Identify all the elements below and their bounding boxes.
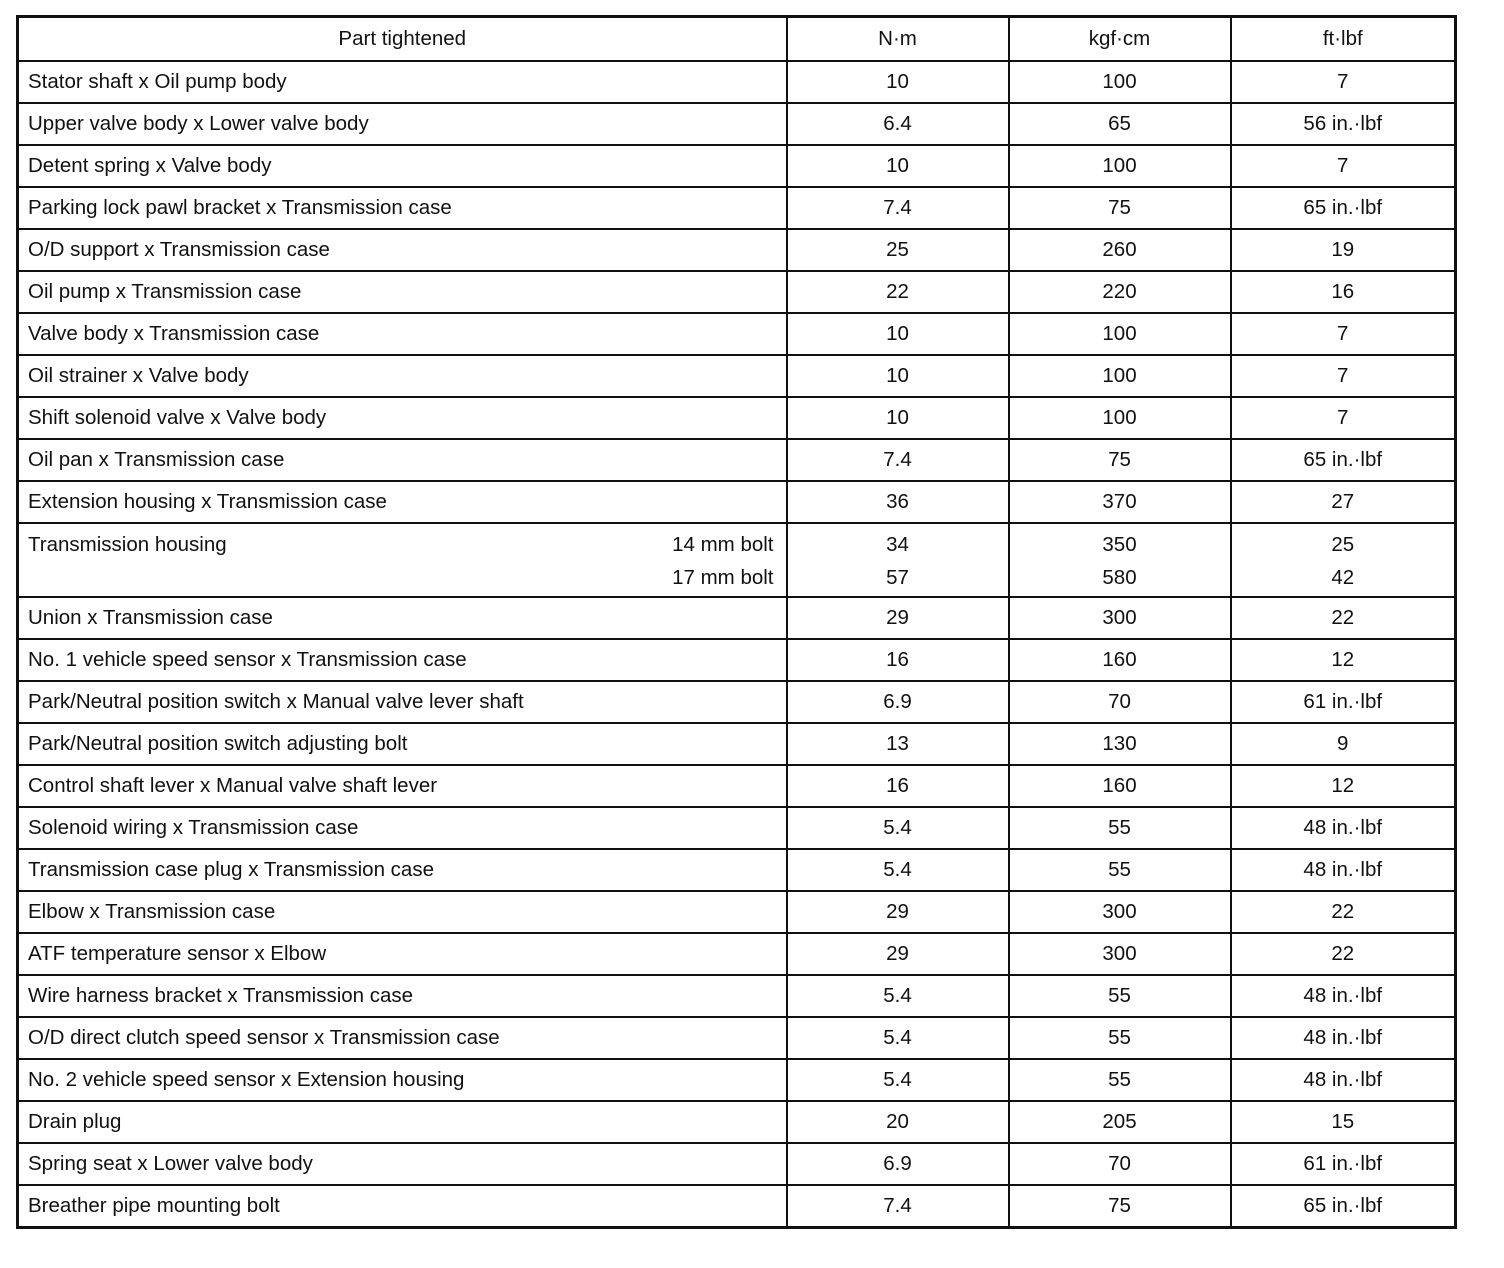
cell-part: Elbow x Transmission case: [18, 891, 787, 933]
cell-nm: [787, 523, 1009, 597]
cell-part: Shift solenoid valve x Valve body: [18, 397, 787, 439]
cell-part: Wire harness bracket x Transmission case: [18, 975, 787, 1017]
cell-kgf: 75: [1009, 187, 1231, 229]
cell-ft: 48 in.·lbf: [1231, 1017, 1456, 1059]
cell-kgf: 160: [1009, 639, 1231, 681]
cell-nm: 20: [787, 1101, 1009, 1143]
cell-kgf: 260: [1009, 229, 1231, 271]
cell-nm: 16: [787, 765, 1009, 807]
cell-part: Oil strainer x Valve body: [18, 355, 787, 397]
cell-kgf: 75: [1009, 439, 1231, 481]
cell-part: Control shaft lever x Manual valve shaft lever: [18, 765, 787, 807]
cell-nm: 10: [787, 145, 1009, 187]
cell-part: Drain plug: [18, 1101, 787, 1143]
cell-nm: 5.4: [787, 849, 1009, 891]
cell-ft: 22: [1231, 597, 1456, 639]
cell-ft: 61 in.·lbf: [1231, 681, 1456, 723]
cell-kgf: 100: [1009, 355, 1231, 397]
cell-nm: 10: [787, 313, 1009, 355]
table-row: [18, 1185, 1456, 1228]
cell-ft: 65 in.·lbf: [1231, 187, 1456, 229]
table-row: [18, 229, 1456, 271]
cell-ft: 15: [1231, 1101, 1456, 1143]
cell-nm: 13: [787, 723, 1009, 765]
cell-part: Park/Neutral position switch x Manual valve lever shaft: [18, 681, 787, 723]
table-row: [18, 807, 1456, 849]
cell-kgf: 160: [1009, 765, 1231, 807]
table-row: [18, 271, 1456, 313]
cell-kgf: 55: [1009, 975, 1231, 1017]
cell-part: Union x Transmission case: [18, 597, 787, 639]
cell-kgf: 55: [1009, 849, 1231, 891]
cell-nm: 25: [787, 229, 1009, 271]
cell-nm: 16: [787, 639, 1009, 681]
cell-kgf: 55: [1009, 1059, 1231, 1101]
cell-kgf: 70: [1009, 1143, 1231, 1185]
cell-part: Upper valve body x Lower valve body: [18, 103, 787, 145]
cell-ft: 65 in.·lbf: [1231, 1185, 1456, 1228]
bolt-14-nm: 34: [886, 533, 909, 556]
cell-nm: 36: [787, 481, 1009, 523]
housing-part-group: [28, 528, 786, 592]
cell-part: O/D support x Transmission case: [18, 229, 787, 271]
table-row: [18, 933, 1456, 975]
cell-ft: [1231, 523, 1456, 597]
housing-part-label: Transmission housing: [28, 533, 227, 556]
cell-ft: 48 in.·lbf: [1231, 849, 1456, 891]
cell-nm: 5.4: [787, 1059, 1009, 1101]
table-row: [18, 765, 1456, 807]
table-row: [18, 1101, 1456, 1143]
cell-ft: 12: [1231, 765, 1456, 807]
bolt-17-nm: 57: [886, 566, 909, 589]
cell-nm: 6.4: [787, 103, 1009, 145]
cell-ft: 22: [1231, 933, 1456, 975]
cell-nm: 7.4: [787, 439, 1009, 481]
table-row: [18, 891, 1456, 933]
cell-kgf: 65: [1009, 103, 1231, 145]
table-row: [18, 145, 1456, 187]
table-row: [18, 1017, 1456, 1059]
cell-ft: 7: [1231, 397, 1456, 439]
cell-part: No. 2 vehicle speed sensor x Extension housing: [18, 1059, 787, 1101]
cell-ft: 19: [1231, 229, 1456, 271]
cell-nm: 29: [787, 891, 1009, 933]
table-row: [18, 597, 1456, 639]
cell-ft: 65 in.·lbf: [1231, 439, 1456, 481]
cell-nm: 10: [787, 61, 1009, 103]
cell-part: Breather pipe mounting bolt: [18, 1185, 787, 1228]
cell-nm: 6.9: [787, 681, 1009, 723]
cell-nm: 6.9: [787, 1143, 1009, 1185]
cell-ft: 7: [1231, 355, 1456, 397]
cell-ft: 7: [1231, 61, 1456, 103]
cell-nm: 29: [787, 933, 1009, 975]
table-row: [18, 439, 1456, 481]
cell-kgf: [1009, 523, 1231, 597]
cell-ft: 7: [1231, 313, 1456, 355]
cell-ft: 61 in.·lbf: [1231, 1143, 1456, 1185]
header-kgf: kgf·cm: [1009, 17, 1231, 62]
table-row: [18, 397, 1456, 439]
cell-kgf: 100: [1009, 61, 1231, 103]
cell-kgf: 300: [1009, 597, 1231, 639]
table-row: [18, 639, 1456, 681]
cell-part: No. 1 vehicle speed sensor x Transmission case: [18, 639, 787, 681]
bolt-17-ft: 42: [1331, 566, 1355, 589]
bolt-size-list: [672, 528, 773, 594]
table-row: [18, 355, 1456, 397]
header-ft: ft·lbf: [1231, 17, 1456, 62]
cell-part: Spring seat x Lower valve body: [18, 1143, 787, 1185]
table-header-row: [18, 17, 1456, 62]
table-row: [18, 723, 1456, 765]
cell-ft: 48 in.·lbf: [1231, 1059, 1456, 1101]
cell-nm: 7.4: [787, 187, 1009, 229]
ft-stack: [1232, 528, 1455, 592]
cell-part: Detent spring x Valve body: [18, 145, 787, 187]
cell-ft: 16: [1231, 271, 1456, 313]
bolt-17-kgf: 580: [1102, 566, 1137, 589]
cell-kgf: 220: [1009, 271, 1231, 313]
cell-ft: 9: [1231, 723, 1456, 765]
cell-part: Oil pan x Transmission case: [18, 439, 787, 481]
table-row: [18, 103, 1456, 145]
cell-ft: 22: [1231, 891, 1456, 933]
cell-part: Extension housing x Transmission case: [18, 481, 787, 523]
bolt-17-label: 17 mm bolt: [672, 566, 774, 589]
cell-part: [18, 523, 787, 597]
cell-kgf: 300: [1009, 891, 1231, 933]
cell-kgf: 55: [1009, 807, 1231, 849]
table-row: [18, 481, 1456, 523]
cell-kgf: 55: [1009, 1017, 1231, 1059]
cell-nm: 5.4: [787, 975, 1009, 1017]
cell-part: ATF temperature sensor x Elbow: [18, 933, 787, 975]
bolt-14-label: 14 mm bolt: [672, 533, 774, 556]
cell-kgf: 370: [1009, 481, 1231, 523]
cell-part: Stator shaft x Oil pump body: [18, 61, 787, 103]
cell-ft: 12: [1231, 639, 1456, 681]
cell-ft: 56 in.·lbf: [1231, 103, 1456, 145]
header-part: Part tightened: [18, 17, 787, 62]
cell-part: Park/Neutral position switch adjusting bolt: [18, 723, 787, 765]
cell-nm: 5.4: [787, 807, 1009, 849]
nm-stack: [788, 528, 1008, 592]
cell-kgf: 100: [1009, 313, 1231, 355]
torque-spec-sheet: [16, 15, 1454, 1229]
cell-kgf: 300: [1009, 933, 1231, 975]
table-row-transmission-housing: [18, 523, 1456, 597]
cell-nm: 29: [787, 597, 1009, 639]
cell-ft: 7: [1231, 145, 1456, 187]
bolt-14-kgf: 350: [1102, 533, 1137, 556]
cell-part: O/D direct clutch speed sensor x Transmission case: [18, 1017, 787, 1059]
cell-part: Oil pump x Transmission case: [18, 271, 787, 313]
cell-kgf: 205: [1009, 1101, 1231, 1143]
cell-kgf: 75: [1009, 1185, 1231, 1228]
cell-part: Solenoid wiring x Transmission case: [18, 807, 787, 849]
table-row: [18, 313, 1456, 355]
cell-part: Transmission case plug x Transmission case: [18, 849, 787, 891]
header-nm: N·m: [787, 17, 1009, 62]
table-row: [18, 975, 1456, 1017]
cell-nm: 10: [787, 355, 1009, 397]
table-row: [18, 1059, 1456, 1101]
table-row: [18, 681, 1456, 723]
table-row: [18, 1143, 1456, 1185]
cell-ft: 27: [1231, 481, 1456, 523]
kgf-stack: [1010, 528, 1230, 592]
cell-ft: 48 in.·lbf: [1231, 975, 1456, 1017]
cell-part: Parking lock pawl bracket x Transmission case: [18, 187, 787, 229]
cell-ft: 48 in.·lbf: [1231, 807, 1456, 849]
table-row: [18, 61, 1456, 103]
cell-nm: 7.4: [787, 1185, 1009, 1228]
cell-nm: 22: [787, 271, 1009, 313]
bolt-14-ft: 25: [1331, 533, 1355, 556]
cell-kgf: 70: [1009, 681, 1231, 723]
cell-nm: 10: [787, 397, 1009, 439]
cell-nm: 5.4: [787, 1017, 1009, 1059]
cell-kgf: 100: [1009, 397, 1231, 439]
cell-kgf: 130: [1009, 723, 1231, 765]
table-row: [18, 849, 1456, 891]
cell-part: Valve body x Transmission case: [18, 313, 787, 355]
torque-table: [16, 15, 1457, 1229]
cell-kgf: 100: [1009, 145, 1231, 187]
table-row: [18, 187, 1456, 229]
